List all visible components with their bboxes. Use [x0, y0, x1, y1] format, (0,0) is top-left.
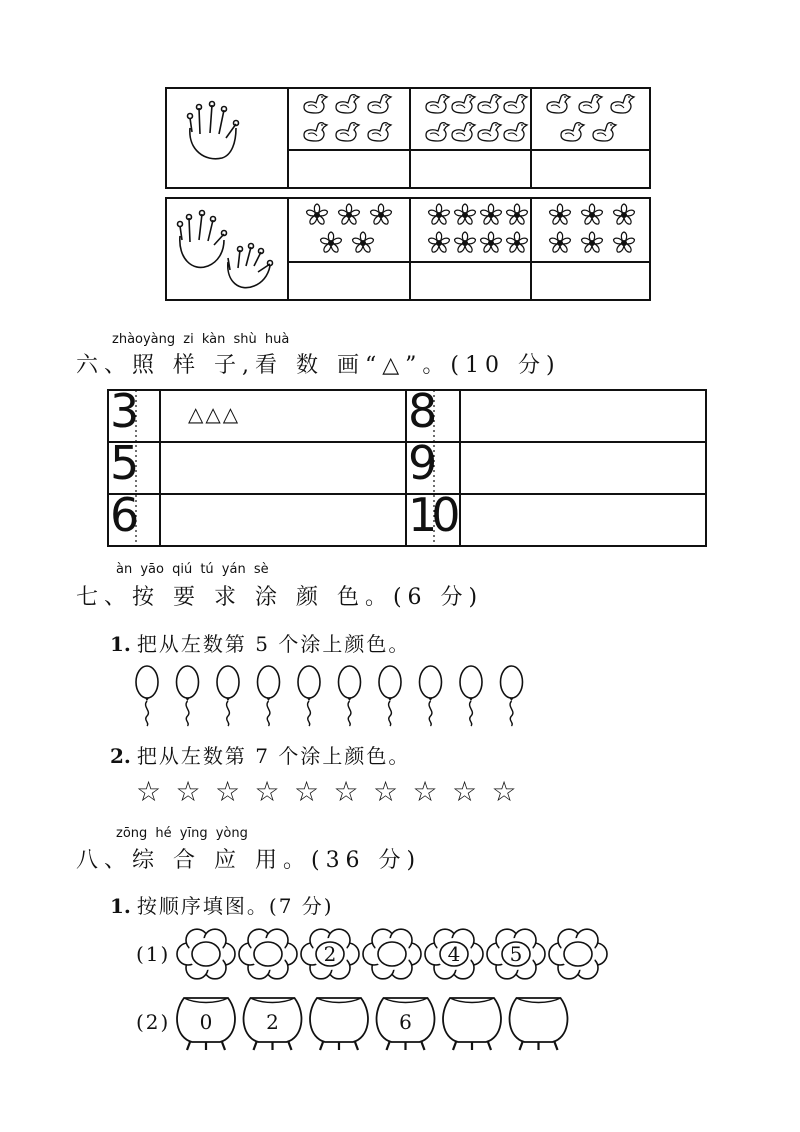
s8-q1-text: 按顺序填图。(7 分): [136, 894, 334, 918]
section6-pinyin: zhàoyàng zi kàn shù huà: [112, 332, 290, 347]
balloon-icon[interactable]: [136, 666, 158, 726]
balloon-icon[interactable]: [460, 666, 482, 726]
q2-number: 2.: [110, 744, 131, 768]
flower-number: 4: [447, 942, 461, 966]
balloon-icon[interactable]: [501, 666, 523, 726]
duck-icon: [452, 123, 475, 141]
sequence-flower[interactable]: [425, 929, 483, 979]
sequence-pot[interactable]: [310, 998, 368, 1050]
flower-icon: [613, 232, 636, 253]
duck-icon: [504, 95, 527, 113]
star-icon[interactable]: ☆: [491, 775, 517, 808]
star-icon[interactable]: ☆: [254, 775, 280, 808]
q1-number: 1.: [110, 632, 131, 656]
duck-icon: [426, 95, 449, 113]
star-icon[interactable]: ☆: [412, 775, 438, 808]
two-hands-icon: [178, 211, 273, 288]
flower-icon: [506, 204, 529, 225]
q1-text: 把从左数第 5 个涂上颜色。: [136, 632, 411, 656]
flower-sequence: [0, 924, 800, 984]
duck-icon: [504, 123, 527, 141]
right-number: 8: [408, 384, 432, 438]
duck-icon: [561, 123, 584, 141]
duck-icon: [336, 95, 359, 113]
section8-title: 八、综 合 应 用。(36 分): [76, 848, 422, 873]
star-icon[interactable]: ☆: [136, 775, 162, 808]
sequence-pot[interactable]: [177, 998, 235, 1050]
section7-q2: [110, 740, 410, 769]
section7-pinyin: àn yāo qiú tú yán sè: [116, 562, 269, 577]
section7-q1: [110, 628, 410, 657]
sequence-flower[interactable]: [363, 929, 421, 979]
flower-number: 2: [323, 942, 337, 966]
flower-icon: [338, 204, 361, 225]
balloon-icon[interactable]: [298, 666, 320, 726]
section6-title: 六、照 样 子,看 数 画“△”。(10 分): [76, 353, 561, 378]
star-icon[interactable]: ☆: [373, 775, 399, 808]
flower-icon: [581, 232, 604, 253]
flower-icon: [480, 232, 503, 253]
q2-text: 把从左数第 7 个涂上颜色。: [136, 744, 411, 768]
balloon-icon[interactable]: [217, 666, 239, 726]
sequence-row-2-label: (2): [136, 1010, 171, 1034]
left-number: 6: [110, 488, 140, 542]
left-number: 5: [110, 436, 140, 490]
sequence-flower[interactable]: [487, 929, 545, 979]
flower-number: 5: [509, 942, 523, 966]
balloon-icon[interactable]: [177, 666, 199, 726]
right-number: 10: [408, 488, 455, 542]
flower-icon: [306, 204, 329, 225]
duck-icon: [579, 95, 602, 113]
flower-icon: [428, 232, 451, 253]
one-hand-icon: [188, 102, 239, 159]
flower-icon: [506, 232, 529, 253]
star-icon[interactable]: ☆: [333, 775, 359, 808]
flower-icon: [428, 204, 451, 225]
flower-icon: [454, 204, 477, 225]
star-icon[interactable]: ☆: [452, 775, 478, 808]
sequence-pot[interactable]: [377, 998, 435, 1050]
duck-icon: [611, 95, 634, 113]
sequence-pot[interactable]: [443, 998, 501, 1050]
pot-number: 2: [266, 1010, 279, 1034]
left-number: 3: [110, 384, 140, 438]
section7-title: 七、按 要 求 涂 颜 色。(6 分): [76, 585, 484, 610]
balloon-row: [0, 660, 800, 730]
star-icon[interactable]: ☆: [294, 775, 320, 808]
example-triangles: △△△: [188, 402, 241, 426]
flower-icon: [613, 204, 636, 225]
sequence-pot[interactable]: [244, 998, 302, 1050]
pot-number: 6: [399, 1010, 412, 1034]
sequence-flower[interactable]: [301, 929, 359, 979]
pot-number: 0: [199, 1010, 213, 1034]
duck-icon: [368, 95, 391, 113]
flower-icon: [320, 232, 343, 253]
pot-sequence: [0, 992, 800, 1062]
sequence-flower[interactable]: [177, 929, 235, 979]
flower-icon: [370, 204, 393, 225]
flower-icon: [549, 232, 572, 253]
sequence-flower[interactable]: [549, 929, 607, 979]
flower-icon: [480, 204, 503, 225]
balloon-icon[interactable]: [420, 666, 442, 726]
balloon-icon[interactable]: [258, 666, 280, 726]
section8-q1: [110, 890, 334, 919]
duck-icon: [593, 123, 616, 141]
balloon-icon[interactable]: [379, 666, 401, 726]
sequence-pot[interactable]: [510, 998, 568, 1050]
duck-icon: [336, 123, 359, 141]
duck-icon: [368, 123, 391, 141]
star-icon[interactable]: ☆: [215, 775, 241, 808]
flower-icon: [352, 232, 375, 253]
count-table: [0, 0, 800, 320]
flower-icon: [454, 232, 477, 253]
section8-pinyin: zōng hé yīng yòng: [116, 826, 248, 841]
duck-icon: [547, 95, 570, 113]
s8-q1-number: 1.: [110, 894, 131, 918]
right-number: 9: [408, 436, 432, 490]
sequence-row-1-label: (1): [136, 942, 171, 966]
duck-icon: [426, 123, 449, 141]
duck-icon: [304, 123, 327, 141]
duck-icon: [304, 95, 327, 113]
balloon-icon[interactable]: [339, 666, 361, 726]
duck-icon: [478, 123, 501, 141]
sequence-flower[interactable]: [239, 929, 297, 979]
duck-icon: [478, 95, 501, 113]
star-icon[interactable]: ☆: [175, 775, 201, 808]
duck-icon: [452, 95, 475, 113]
flower-icon: [581, 204, 604, 225]
flower-icon: [549, 204, 572, 225]
